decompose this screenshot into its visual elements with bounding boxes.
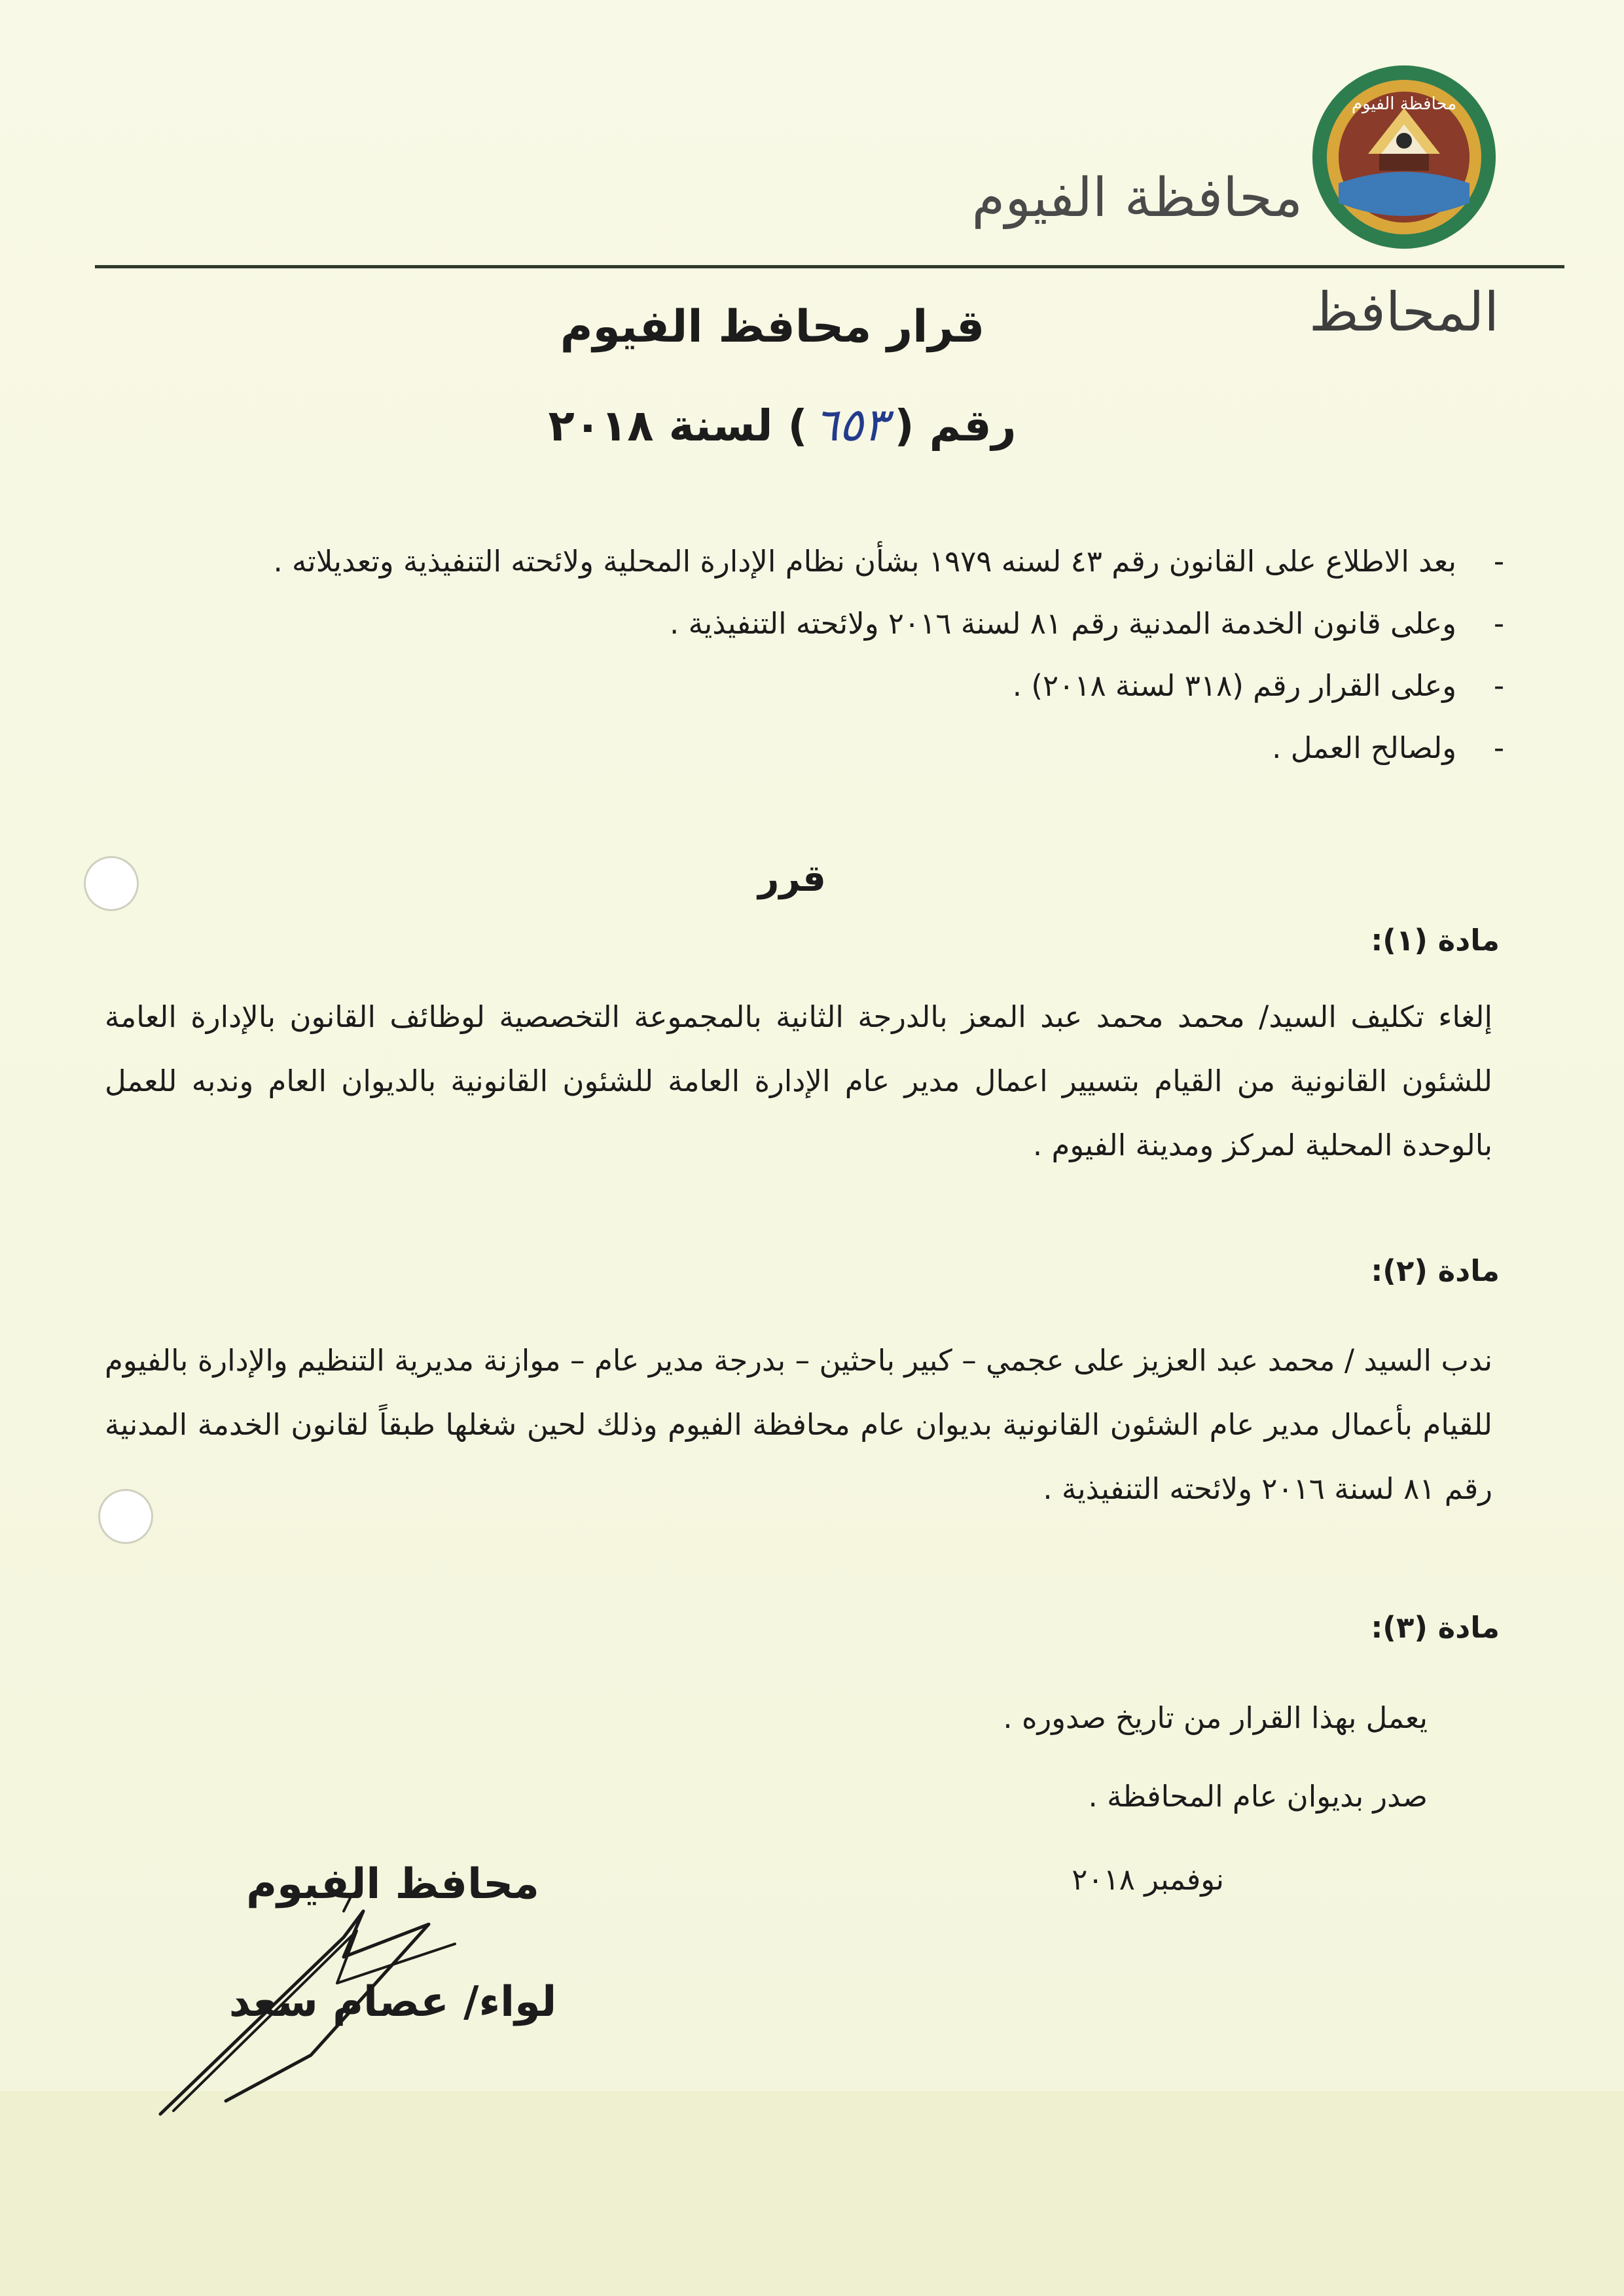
article-1-body: إلغاء تكليف السيد/ محمد محمد عبد المعز بالدرجة الثانية بالمجموعة التخصصية لوظائف القانون بالإدارة العامة للشئون القانونية من القيام بتسيير اعمال مدير عام الإدارة العامة للشئون القانونية بالديوان العام وندبه للعمل بالوحدة المحلية لمركز ومدينة الفيوم .: [105, 999, 1492, 1162]
article-1-heading: مادة (١):: [1371, 923, 1500, 958]
emblem-text: محافظة الفيوم: [1351, 94, 1457, 114]
governorate-emblem-icon: [1306, 62, 1502, 252]
article-2-heading: مادة (٢):: [1371, 1253, 1500, 1288]
resolved-heading: قرر: [758, 857, 826, 900]
preamble-list: [105, 530, 1519, 779]
header-divider: [95, 265, 1564, 268]
preamble-text: وعلى قانون الخدمة المدنية رقم ٨١ لسنة ٢٠١٦ ولائحته التنفيذية .: [669, 606, 1456, 641]
preamble-text: بعد الاطلاع على القانون رقم ٤٣ لسنه ١٩٧٩ بشأن نظام الإدارة المحلية ولائحته التنفيذية وتعديلاته .: [273, 544, 1456, 579]
decree-number-line: [511, 398, 1054, 452]
punch-hole: [84, 856, 139, 911]
decree-number-handwritten: ٦٥٣: [814, 398, 888, 452]
governorate-name: محافظة الفيوم: [971, 167, 1303, 229]
article-3-line: يعمل بهذا القرار من تاريخ صدوره .: [1003, 1700, 1428, 1735]
preamble-item: [105, 530, 1519, 592]
preamble-item: [105, 655, 1519, 717]
governor-label: المحافظ: [1308, 281, 1499, 344]
decree-number-suffix: ) لسنة ٢٠١٨: [548, 401, 808, 451]
bullet-dash: -: [1493, 668, 1505, 703]
article-2-body: ندب السيد / محمد عبد العزيز على عجمي – كبير باحثين – بدرجة مدير عام – موازنة مديرية التنظيم والإدارة بالفيوم للقيام بأعمال مدير عام الشئون القانونية بديوان عام محافظة الفيوم وذلك لحين شغلها طبقاً لقانون الخدمة المدنية رقم ٨١ لسنة ٢٠١٦ ولائحته التنفيذية .: [105, 1343, 1492, 1506]
signatory-title: محافظ الفيوم: [246, 1860, 539, 1909]
scan-bottom-band: [0, 2091, 1624, 2296]
preamble-text: ولصالح العمل .: [1272, 730, 1456, 765]
bullet-dash: -: [1493, 544, 1505, 579]
article-3-heading: مادة (٣):: [1371, 1610, 1500, 1645]
decree-title: قرار محافظ الفيوم: [560, 301, 985, 353]
signatory-name: لواء/ عصام سعد: [228, 1978, 557, 2026]
preamble-item: [105, 592, 1519, 655]
article-3-body: [1003, 1679, 1428, 1836]
preamble-item: [105, 717, 1519, 779]
handwritten-signature-icon: [147, 1885, 527, 2121]
punch-hole: [98, 1489, 153, 1544]
bullet-dash: -: [1493, 606, 1505, 641]
article-3-line: صدر بديوان عام المحافظة .: [1088, 1779, 1428, 1814]
preamble-text: وعلى القرار رقم (٣١٨ لسنة ٢٠١٨) .: [1012, 668, 1456, 703]
decree-number-prefix: رقم (: [894, 401, 1017, 451]
issue-date: نوفمبر ٢٠١٨: [1072, 1862, 1224, 1897]
bullet-dash: -: [1493, 730, 1505, 765]
